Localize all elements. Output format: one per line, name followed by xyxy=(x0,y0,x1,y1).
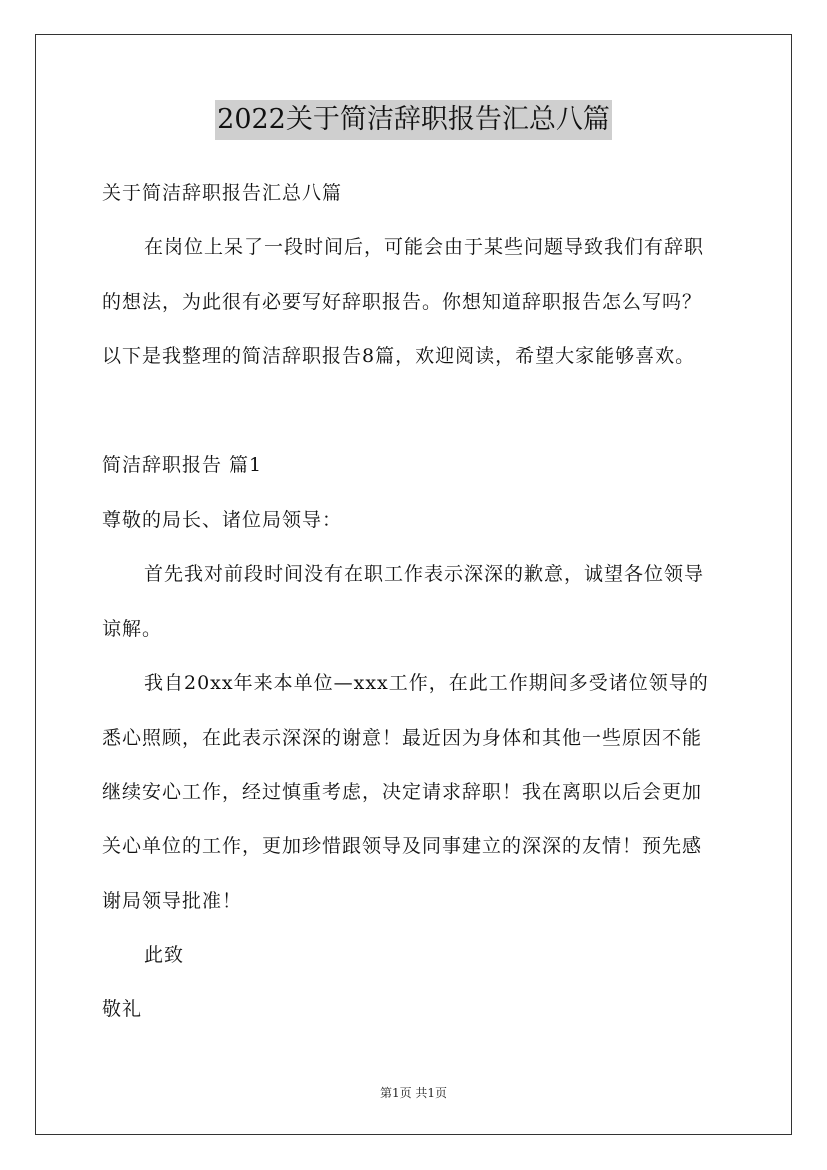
para2-line-5: 谢局领导批准！ xyxy=(102,890,243,912)
intro-line-3: 以下是我整理的简洁辞职报告8篇，欢迎阅读，希望大家能够喜欢。 xyxy=(102,345,696,367)
closing-jing-li: 敬礼 xyxy=(102,998,143,1020)
para1-line-2: 谅解。 xyxy=(102,618,163,640)
subtitle: 关于简洁辞职报告汇总八篇 xyxy=(102,182,343,204)
para2-line-2: 悉心照顾，在此表示深深的谢意！最近因为身体和其他一些原因不能 xyxy=(102,727,703,749)
section-heading: 简洁辞职报告 篇1 xyxy=(102,454,263,476)
intro-line-2: 的想法，为此很有必要写好辞职报告。你想知道辞职报告怎么写吗？ xyxy=(102,291,703,313)
document-title: 2022关于简洁辞职报告汇总八篇 xyxy=(215,100,612,140)
salutation: 尊敬的局长、诸位局领导： xyxy=(102,509,343,531)
title-container xyxy=(0,100,827,140)
para2-line-1: 我自20xx年来本单位—xxx工作，在此工作期间多受诸位领导的 xyxy=(144,672,709,694)
page-number: 第1页 共1页 xyxy=(379,1086,448,1100)
para1-line-1: 首先我对前段时间没有在职工作表示深深的歉意，诚望各位领导 xyxy=(144,563,705,585)
intro-line-1: 在岗位上呆了一段时间后，可能会由于某些问题导致我们有辞职 xyxy=(144,236,705,258)
closing-ci-zhi: 此致 xyxy=(144,944,185,966)
para2-line-3: 继续安心工作，经过慎重考虑，决定请求辞职！我在离职以后会更加 xyxy=(102,781,703,803)
para2-line-4: 关心单位的工作，更加珍惜跟领导及同事建立的深深的友情！预先感 xyxy=(102,835,703,857)
